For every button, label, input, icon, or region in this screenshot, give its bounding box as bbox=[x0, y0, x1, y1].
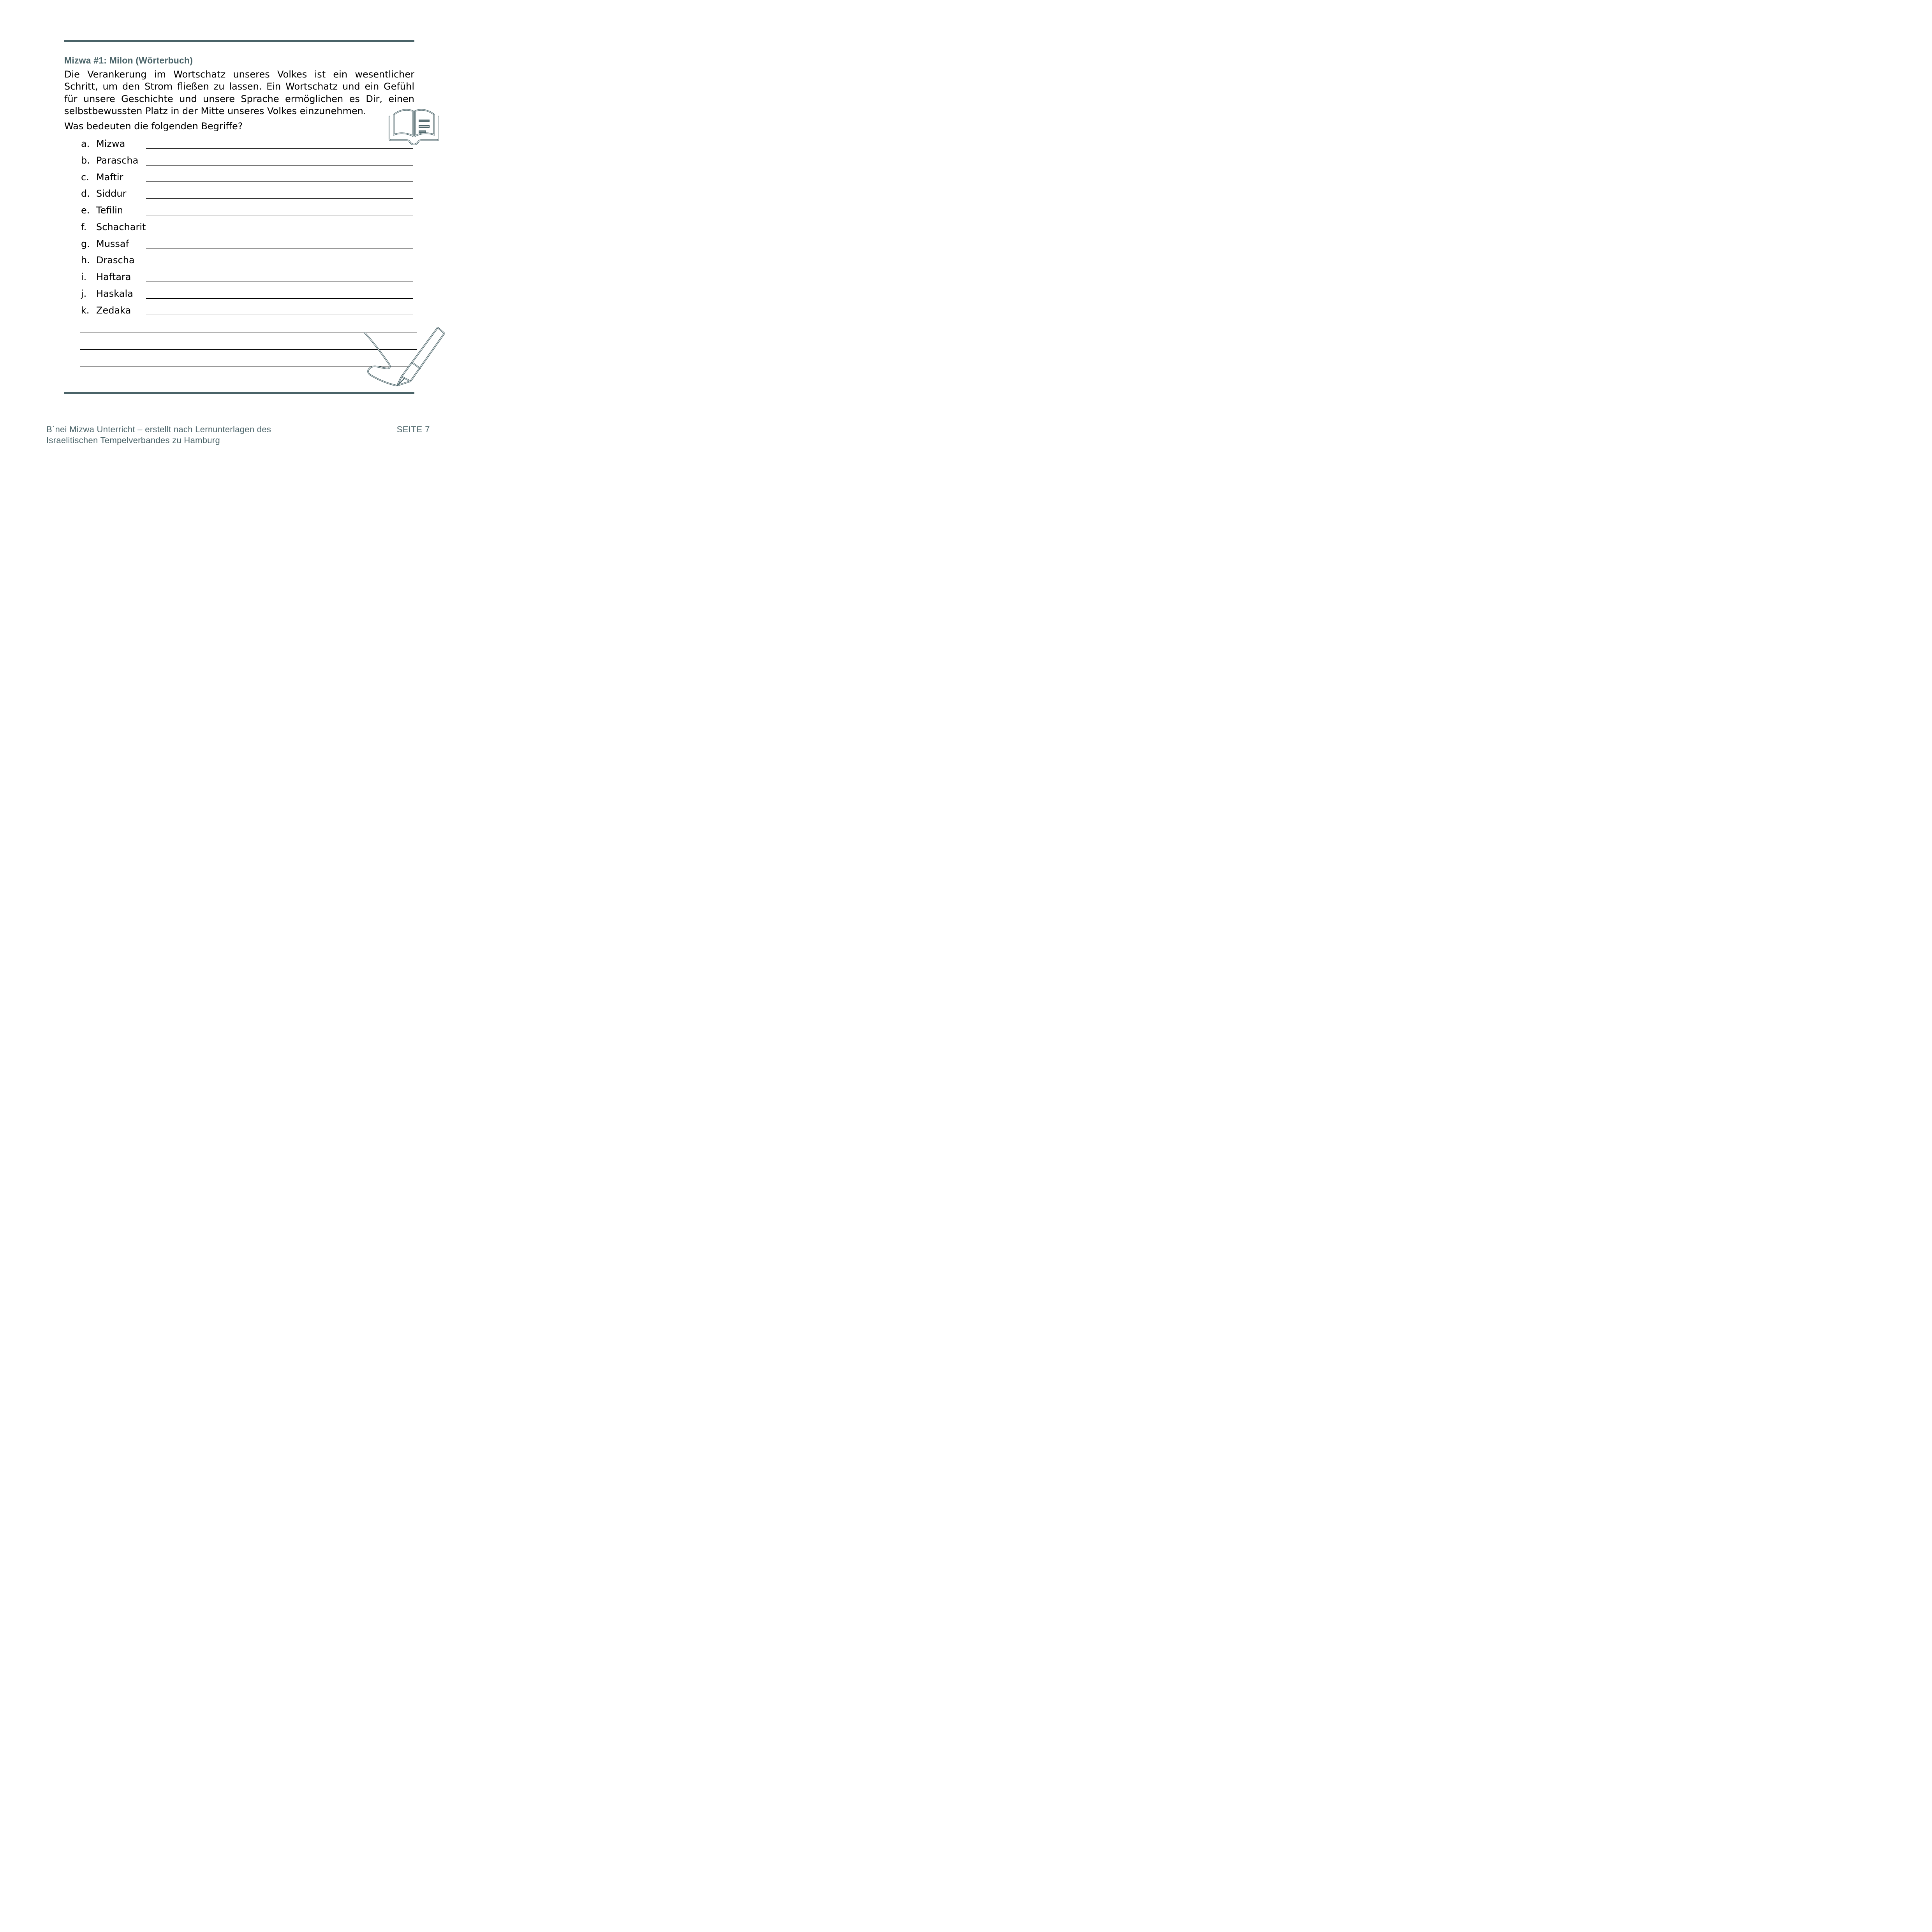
item-letter: d. bbox=[81, 188, 90, 199]
item-letter: e. bbox=[81, 205, 90, 216]
item-term: Drascha bbox=[96, 255, 135, 266]
vocab-row bbox=[81, 136, 413, 152]
intro-paragraph bbox=[64, 69, 414, 117]
item-term: Mussaf bbox=[96, 238, 129, 249]
item-term: Mizwa bbox=[96, 138, 125, 149]
intro-line: Die Verankerung im Wortschatz unseres Volkes ist ein wesentlicher bbox=[64, 69, 414, 80]
intro-line: selbstbewussten Platz in der Mitte unseres Volkes einzunehmen. bbox=[64, 105, 366, 116]
item-letter: a. bbox=[81, 138, 90, 149]
answer-line bbox=[146, 285, 413, 299]
answer-line bbox=[146, 302, 413, 315]
vocab-row bbox=[81, 202, 413, 219]
vocab-list bbox=[81, 136, 413, 319]
answer-line bbox=[146, 202, 413, 215]
answer-line bbox=[146, 219, 413, 232]
item-term: Schacharit bbox=[96, 221, 146, 232]
item-term: Haftara bbox=[96, 271, 131, 282]
item-letter: h. bbox=[81, 255, 90, 266]
answer-line bbox=[146, 236, 413, 249]
answer-line bbox=[146, 269, 413, 282]
item-term: Siddur bbox=[96, 188, 127, 199]
item-letter: c. bbox=[81, 171, 89, 183]
bottom-rule bbox=[64, 392, 414, 394]
item-letter: j. bbox=[81, 288, 87, 299]
footer-credit-line-1: B`nei Mizwa Unterricht – erstellt nach Lernunterlagen des bbox=[46, 424, 271, 434]
page-number: SEITE 7 bbox=[396, 424, 430, 434]
footer-credit-line-2: Israelitischen Tempelverbandes zu Hamburg bbox=[46, 435, 220, 445]
worksheet-page bbox=[0, 0, 483, 483]
answer-line bbox=[146, 169, 413, 182]
item-letter: k. bbox=[81, 305, 90, 316]
item-term: Zedaka bbox=[96, 305, 131, 316]
item-term: Maftir bbox=[96, 171, 123, 183]
question-text: Was bedeuten die folgenden Begriffe? bbox=[64, 121, 243, 132]
footer-credit bbox=[46, 424, 271, 446]
vocab-row bbox=[81, 152, 413, 169]
intro-line: Schritt, um den Strom fließen zu lassen. Ein Wortschatz und ein Gefühl bbox=[64, 81, 414, 92]
item-term: Parascha bbox=[96, 155, 139, 166]
item-letter: i. bbox=[81, 271, 87, 282]
top-rule bbox=[64, 40, 414, 42]
item-letter: g. bbox=[81, 238, 90, 249]
intro-line: für unsere Geschichte und unsere Sprache ermöglichen es Dir, einen bbox=[64, 93, 414, 104]
answer-line bbox=[146, 136, 413, 149]
vocab-row bbox=[81, 252, 413, 269]
vocab-row bbox=[81, 219, 413, 236]
vocab-row bbox=[81, 185, 413, 202]
item-term: Haskala bbox=[96, 288, 133, 299]
page-title: Mizwa #1: Milon (Wörterbuch) bbox=[64, 55, 193, 65]
vocab-row bbox=[81, 285, 413, 302]
vocab-row bbox=[81, 269, 413, 285]
pen-icon bbox=[361, 326, 446, 389]
vocab-row bbox=[81, 302, 413, 319]
answer-line bbox=[146, 252, 413, 265]
vocab-row bbox=[81, 236, 413, 252]
item-letter: f. bbox=[81, 221, 87, 232]
answer-line bbox=[146, 185, 413, 199]
item-letter: b. bbox=[81, 155, 90, 166]
answer-line bbox=[146, 152, 413, 166]
vocab-row bbox=[81, 169, 413, 186]
item-term: Tefilin bbox=[96, 205, 123, 216]
